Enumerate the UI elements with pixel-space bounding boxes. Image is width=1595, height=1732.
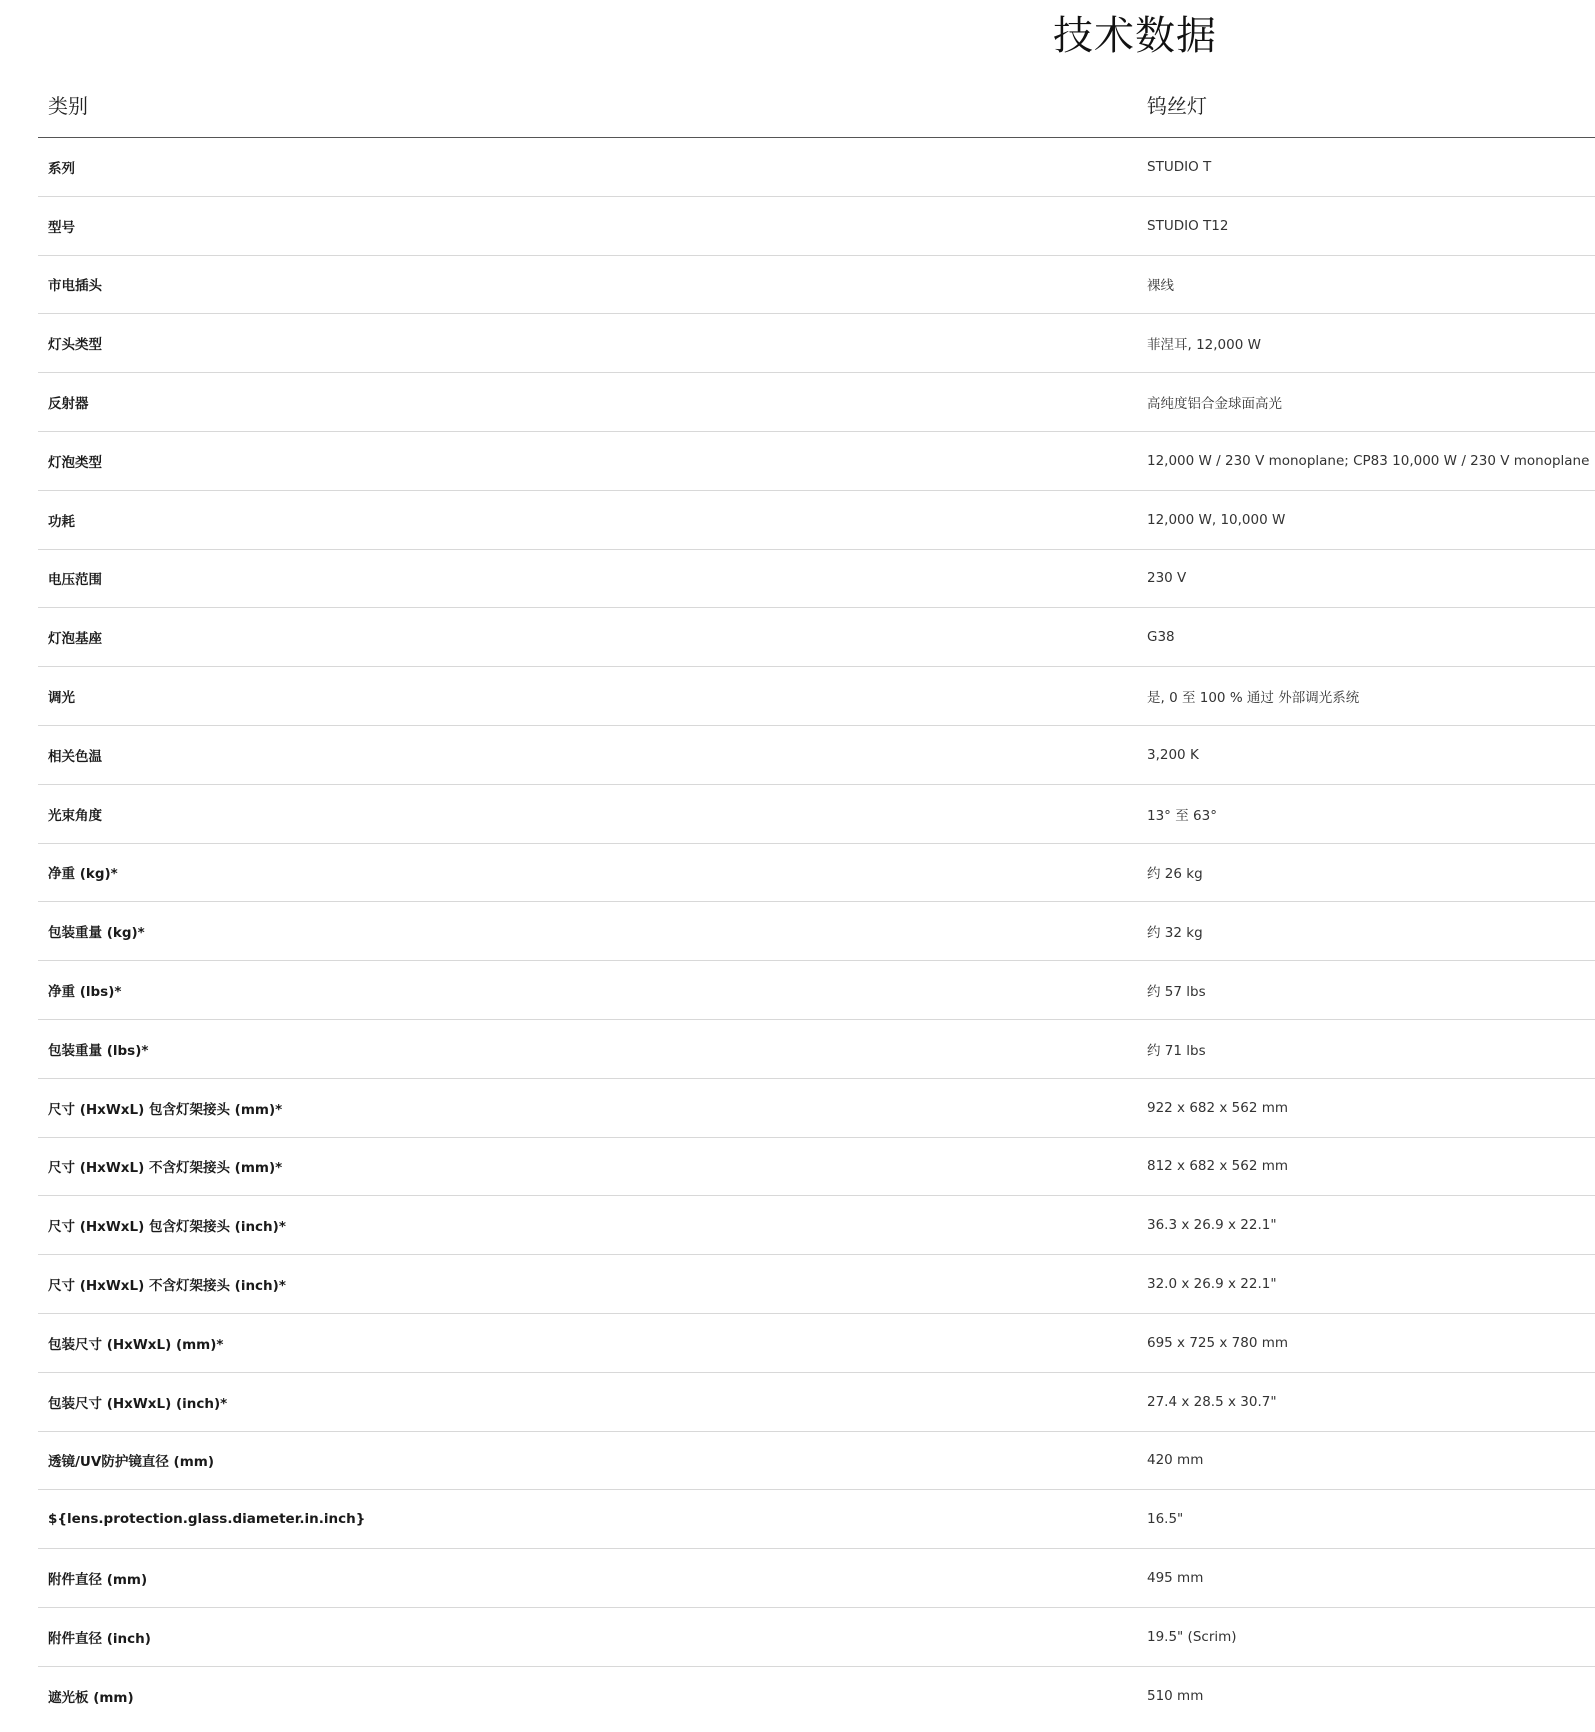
spec-label: 包装尺寸 (HxWxL) (mm)* xyxy=(48,1336,224,1353)
table-row xyxy=(38,197,1595,256)
spec-label: 净重 (kg)* xyxy=(48,866,118,883)
spec-label: 电压范围 xyxy=(48,572,102,589)
spec-label: 灯泡类型 xyxy=(48,454,102,471)
table-row xyxy=(38,785,1595,844)
table-row xyxy=(38,667,1595,726)
spec-label: 尺寸 (HxWxL) 包含灯架接头 (mm)* xyxy=(48,1101,283,1118)
table-row xyxy=(38,844,1595,903)
spec-value: 约 32 kg xyxy=(1147,925,1203,942)
spec-value: 12,000 W, 10,000 W xyxy=(1147,511,1286,528)
spec-value: 16.5" xyxy=(1147,1511,1184,1528)
spec-value: 是, 0 至 100 % 通过 外部调光系统 xyxy=(1147,690,1360,707)
page-title: 技术数据 xyxy=(1053,13,1217,59)
spec-label: 附件直径 (inch) xyxy=(48,1630,151,1647)
spec-value: STUDIO T xyxy=(1147,158,1212,175)
spec-label: 反射器 xyxy=(48,396,89,413)
spec-label: 附件直径 (mm) xyxy=(48,1572,148,1589)
spec-label: 灯泡基座 xyxy=(48,631,102,648)
spec-value: 菲涅耳, 12,000 W xyxy=(1147,337,1261,354)
spec-label: 尺寸 (HxWxL) 包含灯架接头 (inch)* xyxy=(48,1219,286,1236)
spec-value: 裸线 xyxy=(1147,278,1174,295)
table-row xyxy=(38,1549,1595,1608)
table-row xyxy=(38,726,1595,785)
spec-value: 32.0 x 26.9 x 22.1" xyxy=(1147,1276,1277,1293)
table-row xyxy=(38,1020,1595,1079)
table-row xyxy=(38,1079,1595,1138)
header-category-label: 类别 xyxy=(48,94,88,118)
spec-label: 包装重量 (kg)* xyxy=(48,925,145,942)
table-row xyxy=(38,1490,1595,1549)
table-header-row xyxy=(38,72,1595,138)
spec-label: 功耗 xyxy=(48,513,75,530)
table-row xyxy=(38,1255,1595,1314)
table-row xyxy=(38,1196,1595,1255)
spec-label: 市电插头 xyxy=(48,278,102,295)
spec-value: 812 x 682 x 562 mm xyxy=(1147,1158,1289,1175)
spec-value: 约 71 lbs xyxy=(1147,1042,1206,1059)
table-row xyxy=(38,373,1595,432)
table-row xyxy=(38,1667,1595,1726)
spec-label: 型号 xyxy=(48,219,75,236)
table-row xyxy=(38,491,1595,550)
spec-value: 3,200 K xyxy=(1147,746,1199,763)
spec-value: 19.5" (Scrim) xyxy=(1147,1628,1237,1645)
table-row xyxy=(38,1608,1595,1667)
spec-value: 495 mm xyxy=(1147,1570,1204,1587)
spec-label: 系列 xyxy=(48,160,75,177)
spec-value: 695 x 725 x 780 mm xyxy=(1147,1334,1289,1351)
spec-label: 包装重量 (lbs)* xyxy=(48,1042,149,1059)
table-row xyxy=(38,314,1595,373)
table-row xyxy=(38,138,1595,197)
spec-value: G38 xyxy=(1147,629,1175,646)
table-row xyxy=(38,961,1595,1020)
table-row xyxy=(38,1432,1595,1491)
spec-value: 12,000 W / 230 V monoplane; CP83 10,000 W / 230 V monoplane xyxy=(1147,452,1590,469)
spec-label: 尺寸 (HxWxL) 不含灯架接头 (inch)* xyxy=(48,1278,286,1295)
table-row xyxy=(38,1138,1595,1197)
spec-label: 调光 xyxy=(48,690,75,707)
spec-value: 高纯度铝合金球面高光 xyxy=(1147,396,1282,413)
table-row xyxy=(38,902,1595,961)
spec-value: 922 x 682 x 562 mm xyxy=(1147,1099,1289,1116)
spec-value: 13° 至 63° xyxy=(1147,807,1217,824)
spec-label: 净重 (lbs)* xyxy=(48,984,122,1001)
table-row xyxy=(38,608,1595,667)
spec-label: 相关色温 xyxy=(48,748,102,765)
spec-label: 包装尺寸 (HxWxL) (inch)* xyxy=(48,1395,228,1412)
table-row xyxy=(38,550,1595,609)
header-category-value: 钨丝灯 xyxy=(1147,94,1207,118)
spec-label: 光束角度 xyxy=(48,807,102,824)
spec-value: 36.3 x 26.9 x 22.1" xyxy=(1147,1217,1277,1234)
table-body xyxy=(38,138,1595,1726)
spec-label: 遮光板 (mm) xyxy=(48,1690,134,1707)
spec-value: 230 V xyxy=(1147,570,1187,587)
spec-label: 灯头类型 xyxy=(48,337,102,354)
spec-table xyxy=(38,72,1595,1726)
table-row xyxy=(38,256,1595,315)
table-row xyxy=(38,1314,1595,1373)
table-row xyxy=(38,432,1595,491)
table-row xyxy=(38,1373,1595,1432)
spec-value: 约 57 lbs xyxy=(1147,984,1206,1001)
spec-value: 420 mm xyxy=(1147,1452,1204,1469)
spec-value: 27.4 x 28.5 x 30.7" xyxy=(1147,1393,1277,1410)
spec-value: STUDIO T12 xyxy=(1147,217,1229,234)
spec-value: 510 mm xyxy=(1147,1688,1204,1705)
spec-label: 透镜/UV防护镜直径 (mm) xyxy=(48,1454,215,1471)
spec-value: 约 26 kg xyxy=(1147,866,1203,883)
spec-label: 尺寸 (HxWxL) 不含灯架接头 (mm)* xyxy=(48,1160,283,1177)
spec-label: ${lens.protection.glass.diameter.in.inch} xyxy=(48,1511,366,1528)
